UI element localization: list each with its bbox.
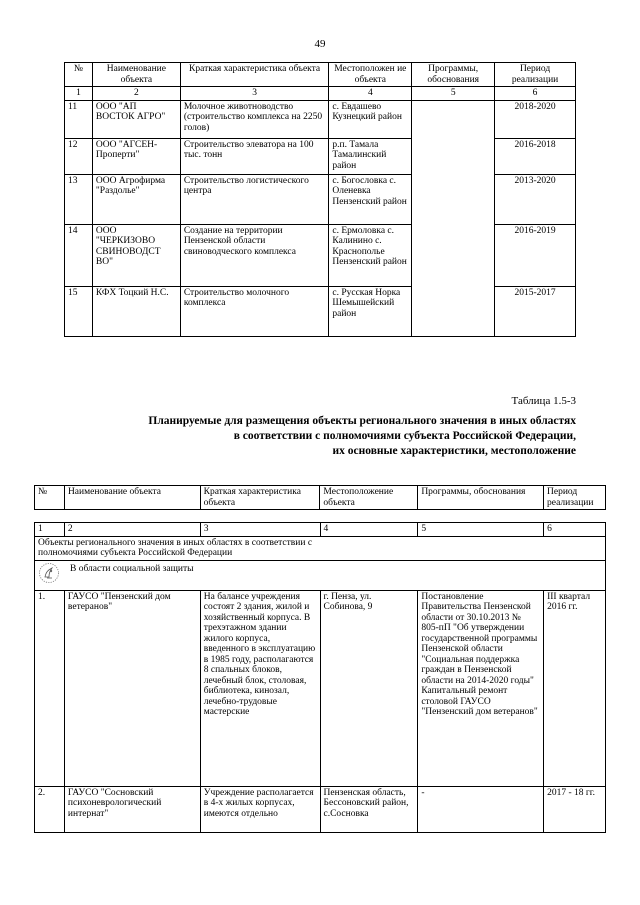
object-location: Пензенская область, Бессоновский район, с.Сосновка [320, 786, 418, 832]
table-title [56, 414, 576, 459]
object-name: ГАУСО "Пензенский дом ветеранов" [64, 590, 200, 786]
column-number: 2 [92, 87, 180, 101]
section-row [35, 560, 606, 590]
page-number: 49 [314, 38, 326, 50]
header-cell: Период реализации [544, 486, 606, 510]
object-description: Создание на территории Пензенской области свиноводческого комплекса [180, 224, 329, 286]
object-program: - [418, 786, 544, 832]
group-row [35, 536, 606, 560]
header-cell: Программы, обоснования [412, 63, 495, 87]
column-number: 1 [35, 523, 65, 537]
header-cell: Местоположен ие объекта [329, 63, 412, 87]
table-row [65, 138, 576, 174]
group-title-text: Объекты регионального значения в иных областях в соответствии с полномочиями субъекта Российской Федерации [38, 537, 313, 558]
column-number: 6 [544, 523, 606, 537]
table-title-line: их основные характеристики, местоположение [332, 445, 576, 457]
object-period: III квартал 2016 гг. [544, 590, 606, 786]
column-number: 3 [180, 87, 329, 101]
column-number-row [35, 523, 606, 537]
object-period: 2018-2020 [495, 100, 576, 138]
column-number: 1 [65, 87, 93, 101]
column-number: 4 [320, 523, 418, 537]
table-title-line: в соответствии с полномочиями субъекта Российской Федерации, [233, 430, 576, 442]
row-number: 14 [65, 224, 93, 286]
object-period: 2015-2017 [495, 286, 576, 336]
header-cell: Период реализации [495, 63, 576, 87]
table-row [65, 100, 576, 138]
object-description: Строительство логистического центра [180, 174, 329, 224]
object-period: 2016-2018 [495, 138, 576, 174]
table-title-line: Планируемые для размещения объекты регионального значения в иных областях [148, 415, 576, 427]
regional-objects-table [34, 522, 606, 833]
row-number: 1. [35, 590, 65, 786]
table-row [65, 174, 576, 224]
column-number: 5 [418, 523, 544, 537]
objects-table [64, 62, 576, 337]
regional-objects-header-table [34, 485, 606, 510]
header-cell: Наименование объекта [92, 63, 180, 87]
object-description: Строительство молочного комплекса [180, 286, 329, 336]
object-location: р.п. Тамала Тамалинский район [329, 138, 412, 174]
column-number: 5 [412, 87, 495, 101]
object-name: ООО "АГСЕН-Проперти" [92, 138, 180, 174]
row-number: 2. [35, 786, 65, 832]
table-row [65, 224, 576, 286]
object-program: Постановление Правительства Пензенской области от 30.10.2013 № 805-пП "Об утверждении государственной программы Пензенской области "Социальная поддержка граждан в Пензенской области на 2014-2020 годы" Капитальный ремонт столовой ГАУСО "Пензенский дом ветеранов" [418, 590, 544, 786]
object-period: 2017 - 18 гг. [544, 786, 606, 832]
header-cell: № [65, 63, 93, 87]
object-description: Молочное животноводство (строительство комплекса на 2250 голов) [180, 100, 329, 138]
object-description: Строительство элеватора на 100 тыс. тонн [180, 138, 329, 174]
object-name: ООО Агрофирма "Раздолье" [92, 174, 180, 224]
header-cell: № [35, 486, 65, 510]
row-number: 13 [65, 174, 93, 224]
header-cell: Местоположение объекта [320, 486, 418, 510]
column-number: 4 [329, 87, 412, 101]
table-row [65, 286, 576, 336]
column-number: 2 [64, 523, 200, 537]
object-location: г. Пенза, ул. Собинова, 9 [320, 590, 418, 786]
object-name: ООО "АП ВОСТОК АГРО" [92, 100, 180, 138]
row-number: 15 [65, 286, 93, 336]
programs-cell [412, 100, 495, 336]
table-caption: Таблица 1.5-3 [511, 395, 576, 407]
object-location: с. Богословка с. Оленевка Пензенский район [329, 174, 412, 224]
group-title [35, 536, 606, 560]
coat-of-arms-icon [38, 562, 60, 584]
section-cell [35, 560, 606, 590]
table-row [35, 786, 606, 832]
object-location: с. Русская Норка Шемышейский район [329, 286, 412, 336]
column-number: 3 [200, 523, 320, 537]
row-number: 12 [65, 138, 93, 174]
object-period: 2013-2020 [495, 174, 576, 224]
row-number: 11 [65, 100, 93, 138]
object-location: с. Евдашево Кузнецкий район [329, 100, 412, 138]
header-cell: Краткая характеристика объекта [200, 486, 320, 510]
object-period: 2016-2019 [495, 224, 576, 286]
object-name: ГАУСО "Сосновский психоневрологический интернат" [64, 786, 200, 832]
header-cell: Наименование объекта [64, 486, 200, 510]
table-header-row [35, 486, 606, 510]
header-cell: Программы, обоснования [418, 486, 544, 510]
header-cell: Краткая характеристика объекта [180, 63, 329, 87]
section-title: В области социальной защиты [70, 563, 194, 574]
object-name: ООО "ЧЕРКИЗОВО СВИНОВОДСТ ВО" [92, 224, 180, 286]
table-header-row [65, 63, 576, 87]
table-row [35, 590, 606, 786]
object-description: На балансе учреждения состоят 2 здания, жилой и хозяйственный корпуса. В трехэтажном здании жилого корпуса, введенного в эксплуатацию в 1985 году, располагаются 8 спальных блоков, лечебный блок, столовая, библиотека, кинозал, лечебно-трудовые мастерские [200, 590, 320, 786]
column-number: 6 [495, 87, 576, 101]
object-location: с. Ермоловка с. Калинино с. Краснополье Пензенский район [329, 224, 412, 286]
column-number-row [65, 87, 576, 101]
object-name: КФХ Тоцкий Н.С. [92, 286, 180, 336]
object-description: Учреждение располагается в 4-х жилых корпусах, имеются отдельно [200, 786, 320, 832]
